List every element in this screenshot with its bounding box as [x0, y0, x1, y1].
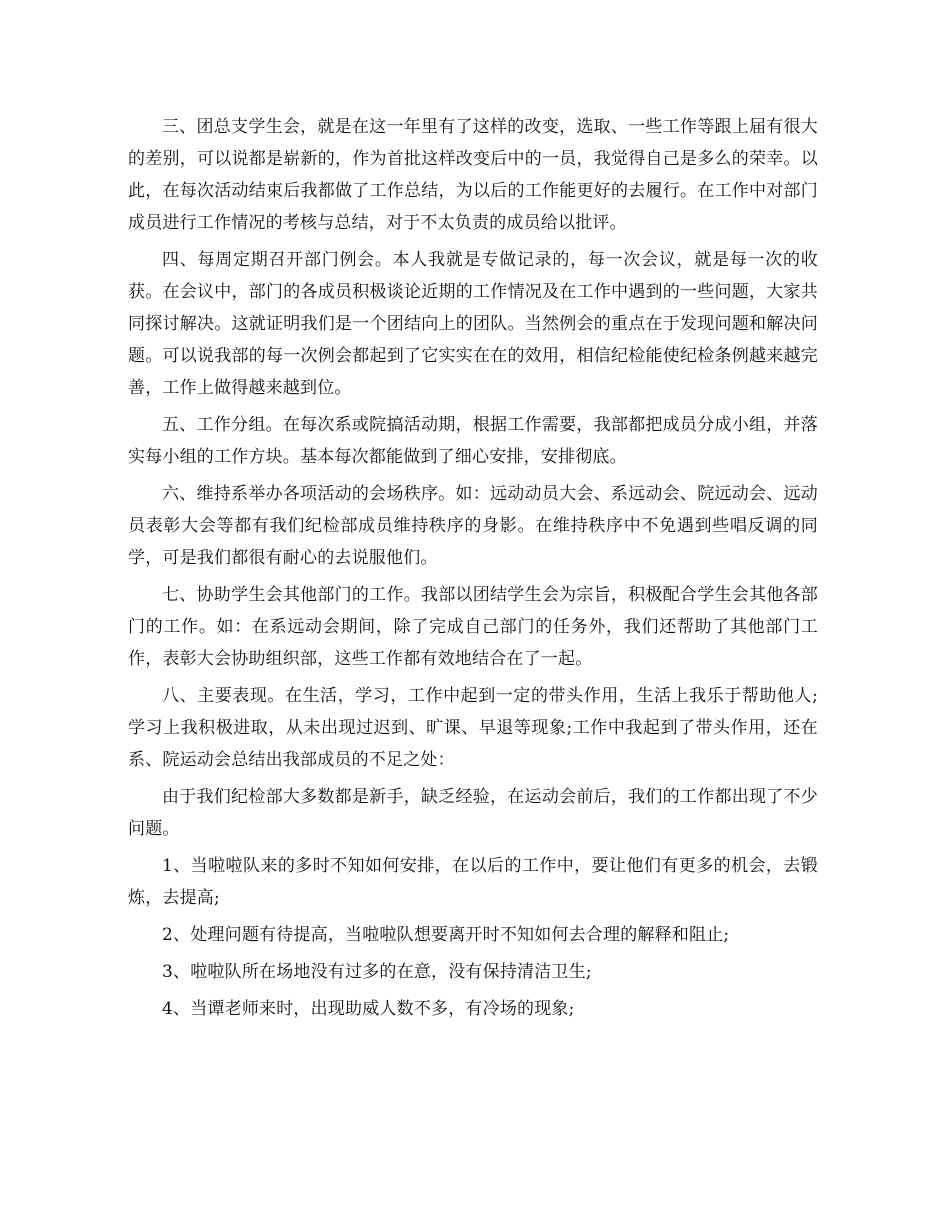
- paragraph-4: 四、每周定期召开部门例会。本人我就是专做记录的，每一次会议，就是每一次的收获。在会议中，部门的各成员积极谈论近期的工作情况及在工作中遇到的一些问题，大家共同探讨解决。这就证明我们是一个团结向上的团队。当然例会的重点在于发现问题和解决问题。可以说我部的每一次例会都起到了它实实在在的效用，相信纪检能使纪检条例越来越完善，工作上做得越来越到位。: [128, 250, 818, 398]
- paragraph-8: 八、主要表现。在生活，学习，工作中起到一定的带头作用，生活上我乐于帮助他人;学习上我积极进取，从未出现过迟到、旷课、早退等现象;工作中我起到了带头作用，还在系、院运动会总结出我部成员的不足之处：: [128, 686, 818, 770]
- paragraph-problems-intro: 由于我们纪检部大多数都是新手，缺乏经验，在运动会前后，我们的工作都出现了不少问题。: [128, 787, 818, 839]
- paragraph-5: 五、工作分组。在每次系或院搞活动期，根据工作需要，我部都把成员分成小组，并落实每小组的工作方块。基本每次都能做到了细心安排，安排彻底。: [128, 415, 818, 467]
- problem-item-4: 4、当谭老师来时，出现助威人数不多，有冷场的现象;: [162, 999, 575, 1019]
- paragraph-7: 七、协助学生会其他部门的工作。我部以团结学生会为宗旨，积极配合学生会其他各部门的工作。如：在系远动会期间，除了完成自己部门的任务外，我们还帮助了其他部门工作，表彰大会协助组织部，这些工作都有效地结合在了一起。: [128, 585, 818, 669]
- paragraph-6: 六、维持系举办各项活动的会场秩序。如：远动动员大会、系远动会、院远动会、远动员表彰大会等都有我们纪检部成员维持秩序的身影。在维持秩序中不免遇到些唱反调的同学，可是我们都很有耐心的去说服他们。: [128, 484, 818, 568]
- paragraph-3: 三、团总支学生会，就是在这一年里有了这样的改变，选取、一些工作等跟上届有很大的差别，可以说都是崭新的，作为首批这样改变后中的一员，我觉得自己是多么的荣幸。以此，在每次活动结束后我都做了工作总结，为以后的工作能更好的去履行。在工作中对部门成员进行工作情况的考核与总结，对于不太负责的成员给以批评。: [128, 117, 818, 233]
- problem-item-1: 1、当啦啦队来的多时不知如何安排，在以后的工作中，要让他们有更多的机会，去锻炼，去提高;: [128, 856, 818, 908]
- problem-item-2: 2、处理问题有待提高，当啦啦队想要离开时不知如何去合理的解释和阻止;: [162, 925, 730, 945]
- problem-item-3: 3、啦啦队所在场地没有过多的在意，没有保持清洁卫生;: [162, 962, 592, 982]
- document-body: [128, 111, 818, 1030]
